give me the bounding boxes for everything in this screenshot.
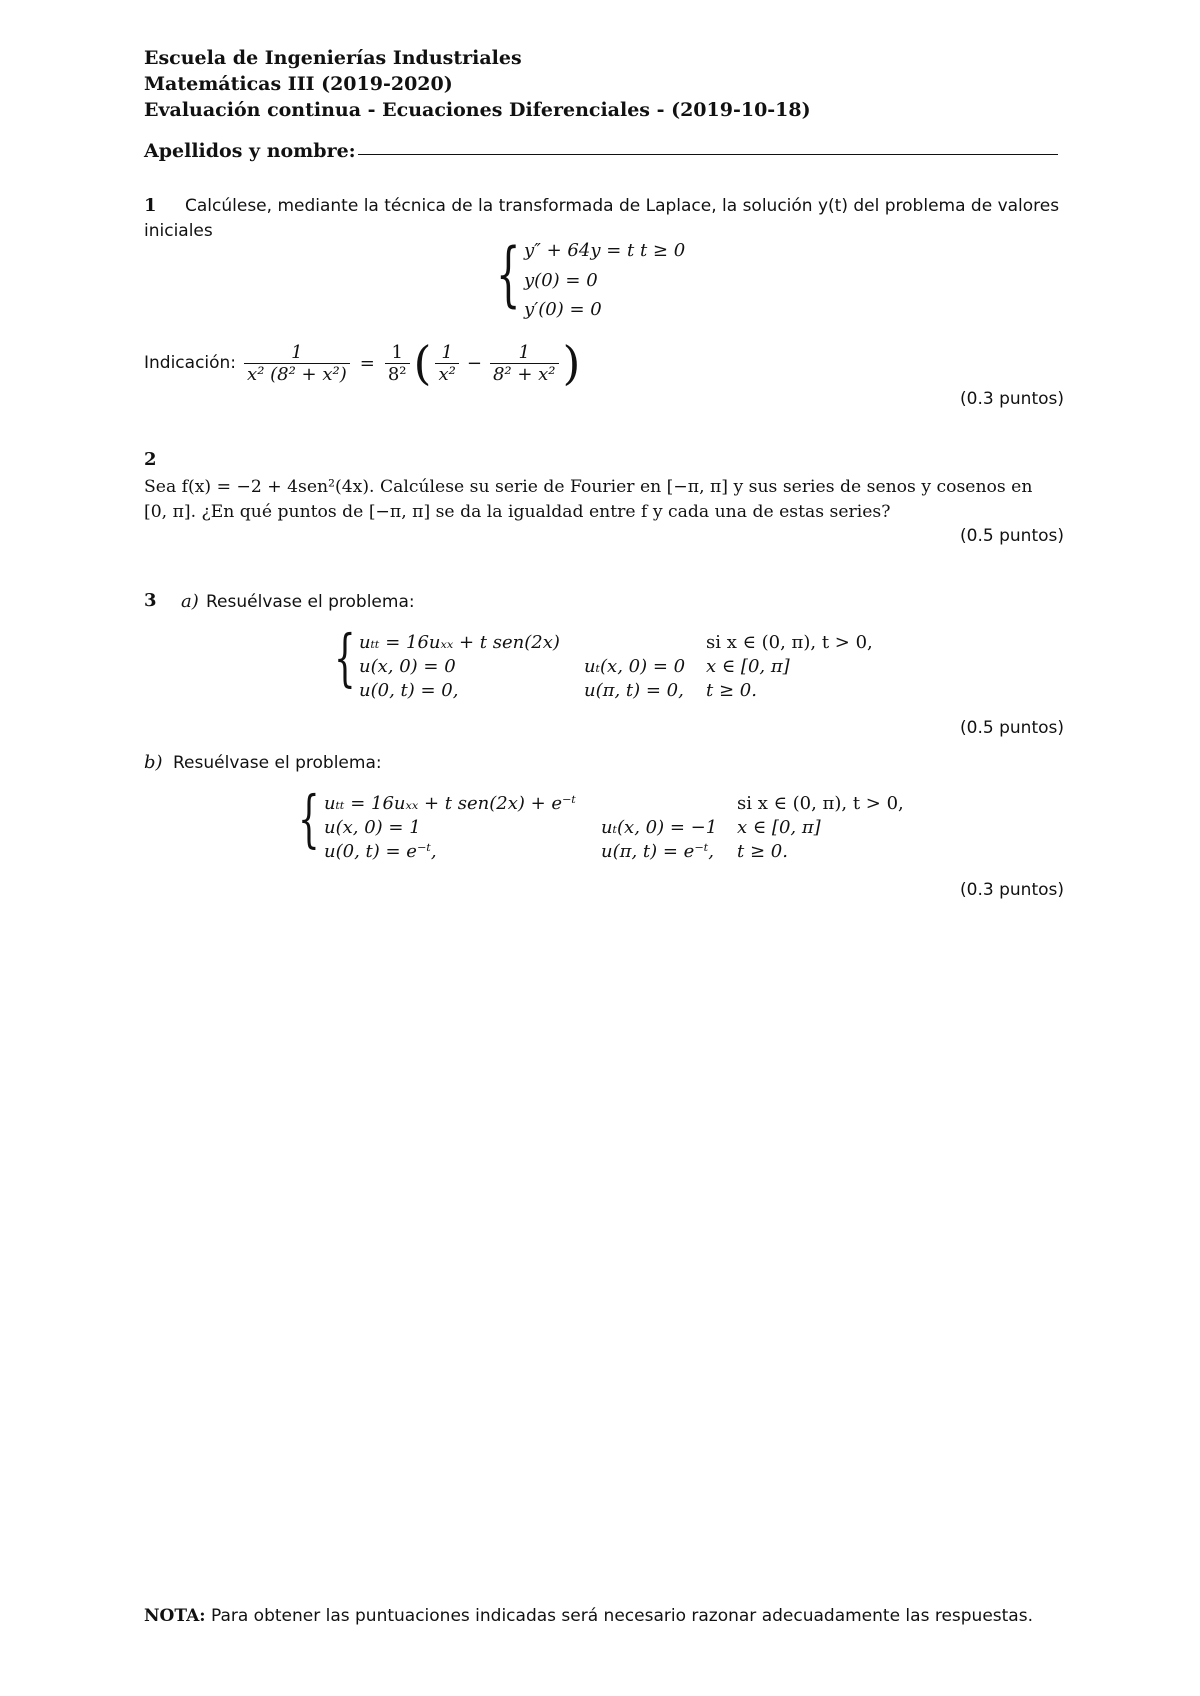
note-label: NOTA: <box>144 1606 206 1626</box>
q1-hint-right-paren: ) <box>562 336 581 390</box>
q3a-system-brace: { <box>334 621 356 694</box>
q3-part-a-text: Resuélvase el problema: <box>206 592 415 612</box>
q2-number: 2 <box>144 449 157 470</box>
q1-hint-term1-den: x² <box>435 363 458 385</box>
q1-hint-lhs-den: x² (8² + x²) <box>244 363 350 385</box>
q3a-points: (0.5 puntos) <box>960 718 1064 738</box>
q2-points: (0.5 puntos) <box>960 526 1064 546</box>
q3b-system-brace: { <box>298 782 320 855</box>
q3b-boundary-left: u(0, t) = e⁻ᵗ, <box>324 841 437 862</box>
q3b-initial-domain: x ∈ [0, π] <box>737 817 821 838</box>
q3a-boundary-right: u(π, t) = 0, <box>584 680 684 701</box>
q1-hint-term1-fraction <box>435 342 458 385</box>
q2-text-line1: Sea f(x) = −2 + 4sen²(4x). Calcúlese su serie de Fourier en [−π, π] y sus series de senos y cosenos en <box>144 477 1033 497</box>
q1-hint-term2-den: 8² + x² <box>490 363 559 385</box>
q3a-boundary-left: u(0, t) = 0, <box>359 680 459 701</box>
q1-equation: y″ + 64y = t t ≥ 0 <box>524 240 686 261</box>
q3b-pde: uₜₜ = 16uₓₓ + t sen(2x) + e⁻ᵗ <box>324 793 576 814</box>
q3-part-b-label: b) <box>144 752 163 773</box>
q1-number: 1 <box>144 195 157 216</box>
q1-initial-condition-1: y(0) = 0 <box>524 270 598 291</box>
q3b-points: (0.3 puntos) <box>960 880 1064 900</box>
q3a-initial-domain: x ∈ [0, π] <box>706 656 790 677</box>
q1-system-brace: { <box>496 233 521 315</box>
course-title: Matemáticas III (2019-2020) <box>144 73 453 95</box>
q3-number: 3 <box>144 590 157 611</box>
q3a-initial-velocity: uₜ(x, 0) = 0 <box>584 656 686 677</box>
q1-text-line2: iniciales <box>144 221 213 241</box>
q1-initial-condition-2: y′(0) = 0 <box>524 299 602 320</box>
q3b-initial-velocity: uₜ(x, 0) = −1 <box>601 817 718 838</box>
q3b-domain: si x ∈ (0, π), t > 0, <box>737 793 904 814</box>
name-answer-line[interactable] <box>358 138 1058 155</box>
q1-hint-minus: − <box>466 352 482 374</box>
school-name: Escuela de Ingenierías Industriales <box>144 47 522 69</box>
q3-part-b-text: Resuélvase el problema: <box>173 753 382 773</box>
q1-hint-coef-fraction <box>385 342 410 385</box>
footer-note <box>144 1606 1033 1626</box>
exam-title: Evaluación continua - Ecuaciones Diferenciales - (2019-10-18) <box>144 99 811 121</box>
q1-hint-equals: = <box>359 352 375 374</box>
q3b-boundary-right: u(π, t) = e⁻ᵗ, <box>601 841 714 862</box>
note-text: Para obtener las puntuaciones indicadas será necesario razonar adecuadamente las respuestas. <box>210 1606 1033 1626</box>
q1-hint-coef-num: 1 <box>391 341 403 363</box>
q3b-boundary-domain: t ≥ 0. <box>737 841 788 862</box>
name-label: Apellidos y nombre: <box>144 140 356 162</box>
q2-text-line2: [0, π]. ¿En qué puntos de [−π, π] se da la igualdad entre f y cada una de estas series? <box>144 502 891 522</box>
q1-hint-term2-fraction <box>490 342 559 385</box>
q1-points: (0.3 puntos) <box>960 389 1064 409</box>
q3a-domain: si x ∈ (0, π), t > 0, <box>706 632 873 653</box>
q1-hint-lhs-num: 1 <box>291 341 303 363</box>
q1-hint <box>144 336 581 390</box>
q3a-pde: uₜₜ = 16uₓₓ + t sen(2x) <box>359 632 560 653</box>
q1-hint-term2-num: 1 <box>518 341 530 363</box>
q1-hint-coef-den: 8² <box>385 363 410 385</box>
q1-hint-term1-num: 1 <box>441 341 453 363</box>
q1-hint-lhs-fraction <box>244 342 350 385</box>
q1-hint-left-paren: ( <box>413 336 432 390</box>
q3-part-a-label: a) <box>181 591 199 612</box>
q3a-boundary-domain: t ≥ 0. <box>706 680 757 701</box>
q1-text-line1: Calcúlese, mediante la técnica de la transformada de Laplace, la solución y(t) del problema de valores <box>185 196 1060 216</box>
q3a-initial-position: u(x, 0) = 0 <box>359 656 456 677</box>
q3b-initial-position: u(x, 0) = 1 <box>324 817 421 838</box>
q1-hint-label: Indicación: <box>144 353 237 373</box>
